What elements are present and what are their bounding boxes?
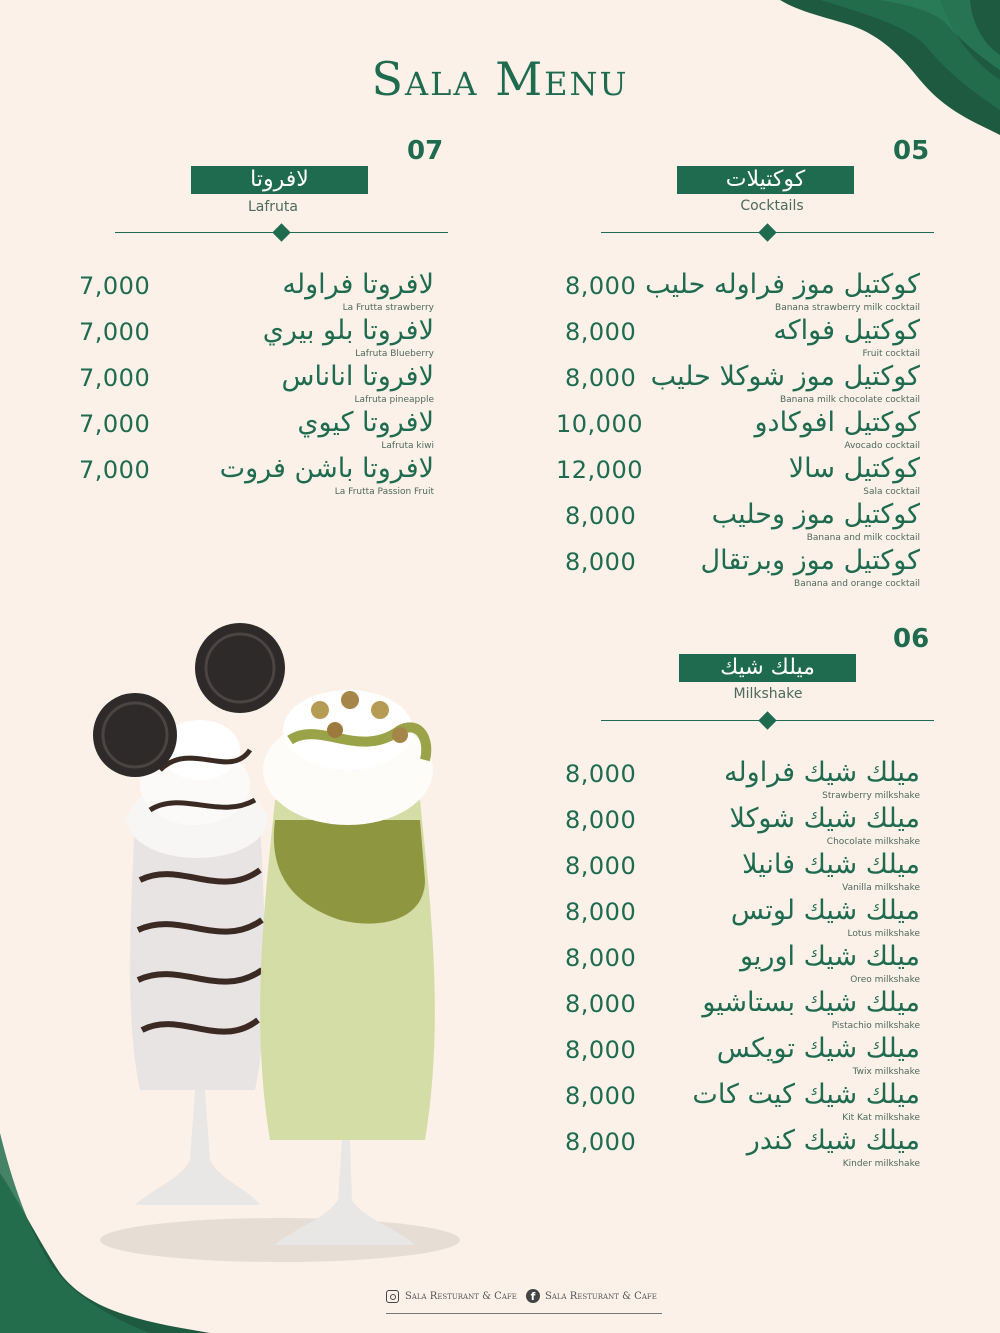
item-name-en: Strawberry milkshake bbox=[822, 791, 920, 801]
item-name-ar: ميلك شيك فانيلا bbox=[742, 849, 920, 880]
facebook-icon[interactable]: f bbox=[526, 1289, 540, 1303]
item-name-en: Pistachio milkshake bbox=[831, 1021, 920, 1031]
milkshake-photo bbox=[80, 620, 460, 1270]
list-item bbox=[640, 1080, 920, 1124]
item-name-ar: ميلك شيك اوريو bbox=[739, 941, 920, 972]
item-name-ar: ميلك شيك كيت كات bbox=[692, 1079, 920, 1110]
item-price: 8,000 bbox=[565, 944, 637, 972]
list-item bbox=[150, 362, 434, 406]
item-name-ar: ميلك شيك فراوله bbox=[723, 757, 920, 788]
list-item bbox=[640, 896, 920, 940]
item-name-en: Lafruta Blueberry bbox=[355, 349, 434, 359]
item-name-ar: لافروتا باشن فروت bbox=[219, 453, 434, 484]
item-price: 8,000 bbox=[565, 272, 637, 300]
item-name-en: Fruit cocktail bbox=[862, 349, 920, 359]
item-name-en: Banana and milk cocktail bbox=[806, 533, 920, 543]
list-item bbox=[640, 454, 920, 498]
list-item bbox=[640, 500, 920, 544]
section-number: 06 bbox=[893, 624, 930, 654]
item-price: 8,000 bbox=[565, 318, 637, 346]
item-name-ar: لافروتا فراوله bbox=[282, 269, 434, 300]
item-name-en: Banana strawberry milk cocktail bbox=[775, 303, 920, 313]
item-price: 8,000 bbox=[565, 1082, 637, 1110]
item-name-ar: ميلك شيك كندر bbox=[746, 1125, 920, 1156]
facebook-handle[interactable]: Sala Resturant & Cafe bbox=[545, 1291, 657, 1302]
list-item bbox=[640, 758, 920, 802]
diamond-ornament bbox=[758, 223, 776, 241]
item-name-ar: كوكتيل موز وبرتقال bbox=[700, 545, 920, 576]
item-name-ar: كوكتيل موز شوكلا حليب bbox=[650, 361, 920, 392]
item-price: 8,000 bbox=[565, 1128, 637, 1156]
item-price: 8,000 bbox=[565, 806, 637, 834]
section-number: 07 bbox=[407, 136, 444, 166]
item-price: 8,000 bbox=[565, 760, 637, 788]
item-name-ar: كوكتيل موز فراوله حليب bbox=[645, 269, 920, 300]
item-name-ar: ميلك شيك بستاشيو bbox=[702, 987, 920, 1018]
section-title-ar: لافروتا bbox=[191, 166, 368, 194]
list-item bbox=[640, 988, 920, 1032]
item-name-ar: كوكتيل سالا bbox=[788, 453, 920, 484]
item-name-en: La Frutta strawberry bbox=[342, 303, 434, 313]
item-name-en: Kit Kat milkshake bbox=[842, 1113, 920, 1123]
section-title-en: Lafruta bbox=[247, 199, 298, 215]
item-name-en: Kinder milkshake bbox=[842, 1159, 920, 1169]
section-title-ar: كوكتيلات bbox=[677, 166, 854, 194]
instagram-handle[interactable]: Sala Resturant & Cafe bbox=[405, 1291, 517, 1302]
section-title-en: Cocktails bbox=[740, 198, 804, 214]
list-item bbox=[640, 850, 920, 894]
item-name-en: Vanilla milkshake bbox=[842, 883, 920, 893]
item-price: 7,000 bbox=[79, 410, 151, 438]
item-name-ar: ميلك شيك تويكس bbox=[716, 1033, 920, 1064]
item-price: 8,000 bbox=[565, 548, 637, 576]
list-item bbox=[640, 1126, 920, 1170]
section-number: 05 bbox=[893, 136, 930, 166]
item-name-ar: كوكتيل افوكادو bbox=[754, 407, 920, 438]
list-item bbox=[640, 408, 920, 452]
item-price: 7,000 bbox=[79, 272, 151, 300]
item-price: 7,000 bbox=[79, 318, 151, 346]
item-name-ar: ميلك شيك لوتس bbox=[730, 895, 920, 926]
item-name-en: Lafruta kiwi bbox=[381, 441, 434, 451]
instagram-icon[interactable] bbox=[386, 1290, 399, 1303]
list-item bbox=[150, 454, 434, 498]
item-name-en: Avocado cocktail bbox=[844, 441, 920, 451]
item-price: 8,000 bbox=[565, 502, 637, 530]
item-name-en: Banana milk chocolate cocktail bbox=[779, 395, 920, 405]
footer-divider bbox=[386, 1313, 662, 1314]
section-title-ar: ميلك شيك bbox=[679, 654, 856, 682]
section-title-en: Milkshake bbox=[733, 686, 803, 702]
item-price: 8,000 bbox=[565, 898, 637, 926]
item-name-en: Chocolate milkshake bbox=[826, 837, 920, 847]
list-item bbox=[150, 270, 434, 314]
item-name-ar: كوكتيل فواكه bbox=[773, 315, 920, 346]
item-name-en: Banana and orange cocktail bbox=[794, 579, 920, 589]
item-price: 12,000 bbox=[556, 456, 643, 484]
item-price: 8,000 bbox=[565, 990, 637, 1018]
item-name-ar: لافروتا اناناس bbox=[281, 361, 434, 392]
item-price: 8,000 bbox=[565, 1036, 637, 1064]
item-name-ar: كوكتيل موز وحليب bbox=[711, 499, 920, 530]
list-item bbox=[150, 316, 434, 360]
list-item bbox=[640, 270, 920, 314]
footer-social bbox=[386, 1288, 662, 1314]
list-item bbox=[640, 804, 920, 848]
item-price: 10,000 bbox=[556, 410, 643, 438]
item-name-en: La Frutta Passion Fruit bbox=[334, 487, 434, 497]
page-title: Sala Menu bbox=[371, 52, 629, 106]
list-item bbox=[640, 362, 920, 406]
list-item bbox=[640, 942, 920, 986]
item-price: 7,000 bbox=[79, 456, 151, 484]
list-item bbox=[640, 316, 920, 360]
item-name-en: Oreo milkshake bbox=[850, 975, 920, 985]
item-name-ar: ميلك شيك شوكلا bbox=[729, 803, 920, 834]
list-item bbox=[640, 1034, 920, 1078]
item-name-ar: لافروتا بلو بيري bbox=[262, 315, 434, 346]
item-name-en: Sala cocktail bbox=[863, 487, 920, 497]
item-name-en: Lotus milkshake bbox=[847, 929, 920, 939]
item-price: 7,000 bbox=[79, 364, 151, 392]
item-name-en: Twix milkshake bbox=[852, 1067, 920, 1077]
list-item bbox=[150, 408, 434, 452]
item-price: 8,000 bbox=[565, 364, 637, 392]
diamond-ornament bbox=[758, 711, 776, 729]
list-item bbox=[640, 546, 920, 590]
item-name-ar: لافروتا كيوي bbox=[297, 407, 434, 438]
item-price: 8,000 bbox=[565, 852, 637, 880]
diamond-ornament bbox=[272, 223, 290, 241]
item-name-en: Lafruta pineapple bbox=[354, 395, 434, 405]
